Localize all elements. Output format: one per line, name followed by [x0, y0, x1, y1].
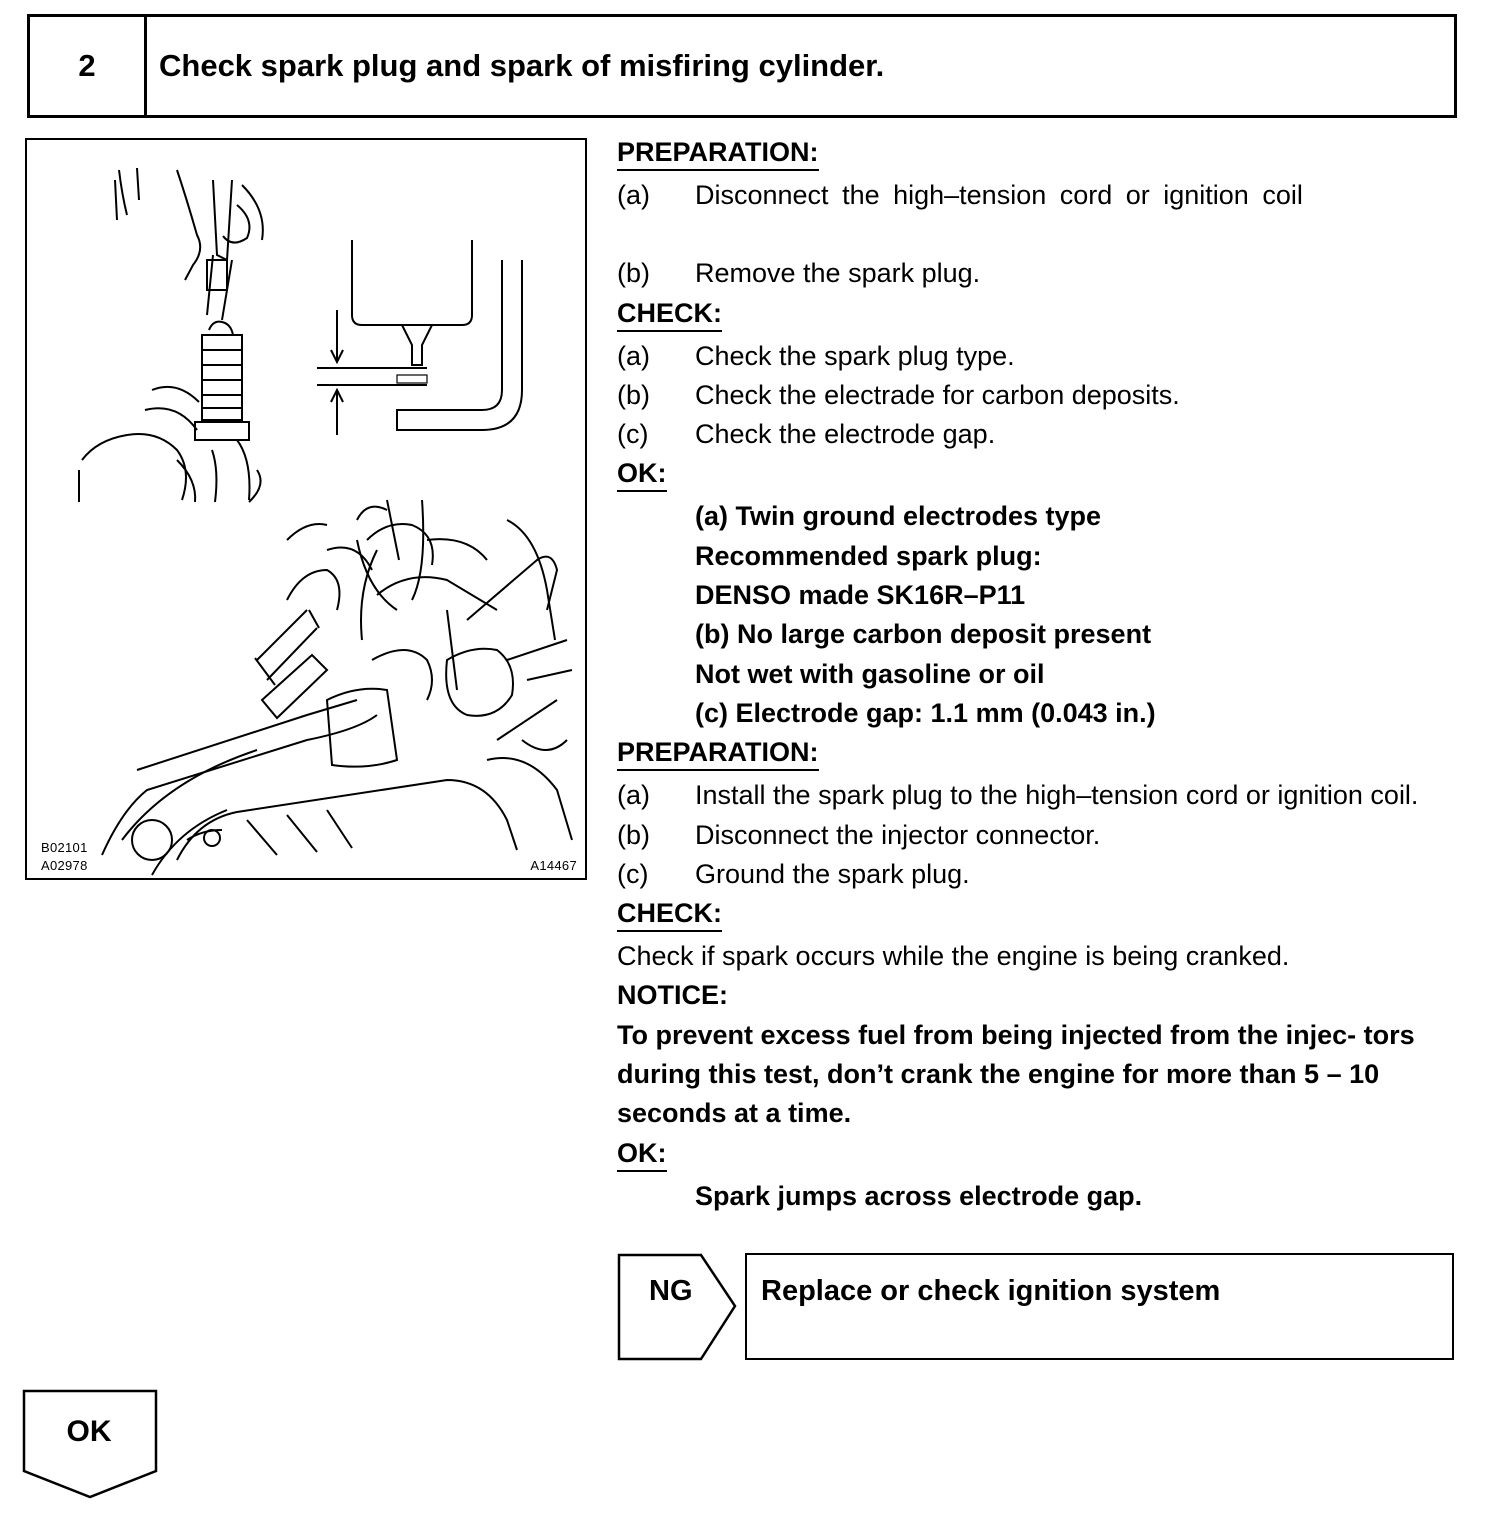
figure-code-a02978: A02978	[41, 858, 88, 873]
ok-spec-line: Not wet with gasoline or oil	[695, 658, 1045, 689]
list-item	[617, 855, 1467, 894]
item-label: (c)	[617, 858, 649, 889]
item-text: Check the spark plug type.	[695, 340, 1015, 371]
preparation-heading: PREPARATION:	[617, 135, 819, 171]
step-number: 2	[30, 17, 147, 115]
figure-code-b02101: B02101	[41, 840, 88, 855]
ok-spec-line: DENSO made SK16R–P11	[695, 580, 1026, 611]
check-text: Check if spark occurs while the engine is being cranked.	[617, 941, 1290, 972]
notice-text: To prevent excess fuel from being injected from the injec- tors during this test, don’t crank the engine for more than 5 – 10 seconds at a time.	[617, 1019, 1415, 1129]
instruction-content	[617, 133, 1467, 1216]
item-text: Disconnect the injector connector.	[695, 819, 1101, 850]
item-text: Remove the spark plug.	[695, 258, 981, 289]
check-heading: CHECK:	[617, 896, 722, 932]
item-text: Check the electrode gap.	[695, 419, 996, 450]
list-item	[617, 415, 1467, 454]
item-text: Ground the spark plug.	[695, 858, 970, 889]
ok-branch	[22, 1389, 160, 1501]
list-item	[617, 816, 1467, 855]
figure-code-a14467: A14467	[530, 858, 577, 873]
list-item	[617, 337, 1467, 376]
preparation-heading: PREPARATION:	[617, 735, 819, 771]
ng-branch	[617, 1253, 1457, 1361]
step-header	[27, 14, 1457, 118]
list-item	[617, 376, 1467, 415]
item-text: Disconnect the high–tension cord or ignition coil	[695, 180, 1303, 210]
item-text: Install the spark plug to the high–tension cord or ignition coil.	[695, 780, 1419, 811]
spark-plug-drawing	[27, 140, 587, 880]
check-heading: CHECK:	[617, 296, 722, 332]
notice-heading: NOTICE:	[617, 980, 728, 1011]
item-label: (a)	[617, 780, 650, 811]
ng-label: NG	[649, 1275, 693, 1307]
item-text: Check the electrade for carbon deposits.	[695, 379, 1180, 410]
item-label: (b)	[617, 258, 650, 289]
ok-spec-line: Recommended spark plug:	[695, 540, 1042, 571]
item-label: (a)	[617, 340, 650, 371]
item-label: (b)	[617, 379, 650, 410]
list-item	[617, 254, 1467, 293]
ng-action-text: Replace or check ignition system	[761, 1275, 1221, 1307]
ok-spec-line: (a) Twin ground electrodes type	[695, 501, 1102, 532]
list-item	[617, 176, 1467, 215]
ok-label: OK	[66, 1415, 112, 1448]
ok-spec-line: (c) Electrode gap: 1.1 mm (0.043 in.)	[695, 697, 1156, 728]
ng-action-box	[745, 1253, 1454, 1360]
item-label: (c)	[617, 419, 649, 450]
ok-result-text: Spark jumps across electrode gap.	[695, 1180, 1143, 1211]
spark-plug-illustration	[25, 138, 587, 880]
ok-heading: OK:	[617, 1136, 667, 1172]
item-label: (b)	[617, 819, 650, 850]
list-item	[617, 776, 1467, 815]
item-label: (a)	[617, 180, 650, 210]
ok-spec-line: (b) No large carbon deposit present	[695, 619, 1152, 650]
ok-heading: OK:	[617, 456, 667, 492]
step-title: Check spark plug and spark of misfiring cylinder.	[159, 48, 885, 83]
